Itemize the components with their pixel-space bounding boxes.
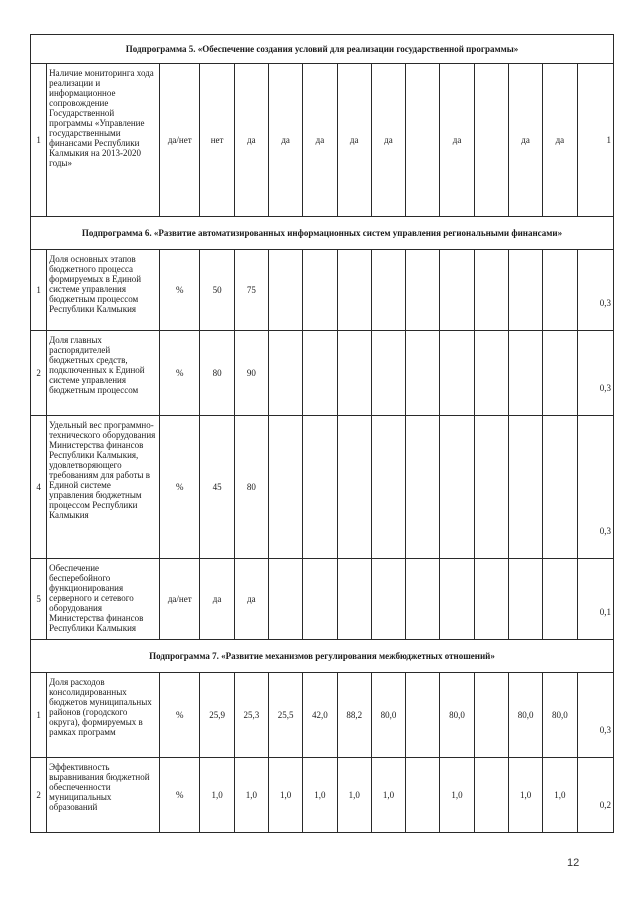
value-cell: да bbox=[234, 559, 268, 640]
value-cell: 80 bbox=[234, 416, 268, 559]
weight-cell: 0,3 bbox=[577, 331, 613, 416]
value-cell bbox=[543, 559, 577, 640]
value-cell bbox=[440, 331, 474, 416]
value-cell: 1,0 bbox=[543, 758, 577, 833]
value-cell bbox=[406, 758, 440, 833]
section-header-row bbox=[31, 640, 614, 673]
unit-cell: да/нет bbox=[160, 64, 200, 217]
value-cell bbox=[303, 331, 337, 416]
value-cell bbox=[371, 559, 405, 640]
row-number: 1 bbox=[31, 250, 47, 331]
value-cell: 80,0 bbox=[440, 673, 474, 758]
value-cell: 1,0 bbox=[371, 758, 405, 833]
value-cell: 1,0 bbox=[303, 758, 337, 833]
weight-cell: 0,3 bbox=[577, 673, 613, 758]
table-row bbox=[31, 559, 614, 640]
value-cell bbox=[406, 64, 440, 217]
unit-cell: % bbox=[160, 416, 200, 559]
indicator-name: Доля главных распорядителей бюджетных средств, подключенных к Единой системе управления бюджетным процессом bbox=[47, 331, 160, 416]
value-cell: 1,0 bbox=[200, 758, 234, 833]
row-number: 5 bbox=[31, 559, 47, 640]
value-cell bbox=[474, 673, 508, 758]
table-row bbox=[31, 758, 614, 833]
table-row bbox=[31, 250, 614, 331]
value-cell bbox=[406, 673, 440, 758]
value-cell bbox=[406, 559, 440, 640]
value-cell bbox=[406, 250, 440, 331]
table-row bbox=[31, 416, 614, 559]
value-cell: да bbox=[337, 64, 371, 217]
page-number: 12 bbox=[567, 857, 580, 869]
section-header-row bbox=[31, 217, 614, 250]
value-cell: да bbox=[543, 64, 577, 217]
row-number: 2 bbox=[31, 758, 47, 833]
row-number: 4 bbox=[31, 416, 47, 559]
weight-cell: 1 bbox=[577, 64, 613, 217]
value-cell bbox=[508, 416, 542, 559]
row-number: 2 bbox=[31, 331, 47, 416]
value-cell bbox=[337, 331, 371, 416]
value-cell: 80,0 bbox=[508, 673, 542, 758]
value-cell: да bbox=[200, 559, 234, 640]
value-cell bbox=[303, 250, 337, 331]
indicator-name: Доля основных этапов бюджетного процесса формируемых в Единой системе управления бюджетным процессом Республики Калмыкия bbox=[47, 250, 160, 331]
section-title: Подпрограмма 6. «Развитие автоматизированных информационных систем управления региональными финансами» bbox=[31, 217, 614, 250]
value-cell: 88,2 bbox=[337, 673, 371, 758]
weight-cell: 0,3 bbox=[577, 416, 613, 559]
unit-cell: % bbox=[160, 250, 200, 331]
value-cell: 45 bbox=[200, 416, 234, 559]
value-cell bbox=[303, 416, 337, 559]
value-cell bbox=[543, 416, 577, 559]
table-row bbox=[31, 331, 614, 416]
value-cell bbox=[371, 416, 405, 559]
value-cell bbox=[406, 331, 440, 416]
table-row bbox=[31, 673, 614, 758]
row-number: 1 bbox=[31, 64, 47, 217]
value-cell: 80,0 bbox=[543, 673, 577, 758]
indicator-name: Обеспечение бесперебойного функционирования серверного и сетевого оборудования Министерства финансов Республики Калмыкия bbox=[47, 559, 160, 640]
value-cell bbox=[268, 416, 302, 559]
weight-cell: 0,2 bbox=[577, 758, 613, 833]
value-cell bbox=[508, 250, 542, 331]
value-cell: 25,3 bbox=[234, 673, 268, 758]
value-cell bbox=[406, 416, 440, 559]
indicator-name: Эффективность выравнивания бюджетной обеспеченности муниципальных образований bbox=[47, 758, 160, 833]
value-cell: 80,0 bbox=[371, 673, 405, 758]
value-cell: да bbox=[303, 64, 337, 217]
value-cell bbox=[474, 758, 508, 833]
unit-cell: % bbox=[160, 331, 200, 416]
value-cell: да bbox=[268, 64, 302, 217]
value-cell bbox=[337, 559, 371, 640]
value-cell bbox=[474, 416, 508, 559]
value-cell: да bbox=[508, 64, 542, 217]
value-cell: 25,9 bbox=[200, 673, 234, 758]
section-title: Подпрограмма 7. «Развитие механизмов регулирования межбюджетных отношений» bbox=[31, 640, 614, 673]
value-cell bbox=[303, 559, 337, 640]
value-cell: да bbox=[371, 64, 405, 217]
value-cell: нет bbox=[200, 64, 234, 217]
value-cell bbox=[474, 331, 508, 416]
unit-cell: % bbox=[160, 758, 200, 833]
value-cell: 1,0 bbox=[268, 758, 302, 833]
value-cell bbox=[371, 331, 405, 416]
indicator-table bbox=[30, 34, 614, 833]
value-cell bbox=[474, 64, 508, 217]
value-cell bbox=[440, 559, 474, 640]
indicator-name: Наличие мониторинга хода реализации и информационное сопровождение Государственной программы «Управление государственными финансами Республики Калмыкия на 2013-2020 годы» bbox=[47, 64, 160, 217]
value-cell bbox=[440, 416, 474, 559]
weight-cell: 0,3 bbox=[577, 250, 613, 331]
value-cell: 80 bbox=[200, 331, 234, 416]
value-cell: 1,0 bbox=[337, 758, 371, 833]
value-cell bbox=[543, 250, 577, 331]
value-cell: 75 bbox=[234, 250, 268, 331]
value-cell bbox=[508, 331, 542, 416]
value-cell bbox=[440, 250, 474, 331]
value-cell bbox=[474, 250, 508, 331]
value-cell: 1,0 bbox=[234, 758, 268, 833]
table-row bbox=[31, 64, 614, 217]
value-cell: 1,0 bbox=[440, 758, 474, 833]
value-cell bbox=[268, 559, 302, 640]
value-cell: да bbox=[440, 64, 474, 217]
indicator-name: Удельный вес программно-технического оборудования Министерства финансов Республики Калмыкия, удовлетворяющего требованиям для работы в Единой системе управления бюджетным процессом Республики Калмыкия bbox=[47, 416, 160, 559]
section-title: Подпрограмма 5. «Обеспечение создания условий для реализации государственной программы» bbox=[31, 35, 614, 64]
value-cell bbox=[268, 331, 302, 416]
value-cell bbox=[268, 250, 302, 331]
value-cell: 1,0 bbox=[508, 758, 542, 833]
value-cell bbox=[508, 559, 542, 640]
unit-cell: % bbox=[160, 673, 200, 758]
value-cell: 25,5 bbox=[268, 673, 302, 758]
indicator-name: Доля расходов консолидированных бюджетов муниципальных районов (городского округа), формируемых в рамках программ bbox=[47, 673, 160, 758]
value-cell bbox=[543, 331, 577, 416]
value-cell: 42,0 bbox=[303, 673, 337, 758]
value-cell: 50 bbox=[200, 250, 234, 331]
value-cell bbox=[474, 559, 508, 640]
value-cell bbox=[337, 250, 371, 331]
value-cell bbox=[337, 416, 371, 559]
row-number: 1 bbox=[31, 673, 47, 758]
weight-cell: 0,1 bbox=[577, 559, 613, 640]
unit-cell: да/нет bbox=[160, 559, 200, 640]
value-cell: да bbox=[234, 64, 268, 217]
value-cell bbox=[371, 250, 405, 331]
section-header-row bbox=[31, 35, 614, 64]
value-cell: 90 bbox=[234, 331, 268, 416]
